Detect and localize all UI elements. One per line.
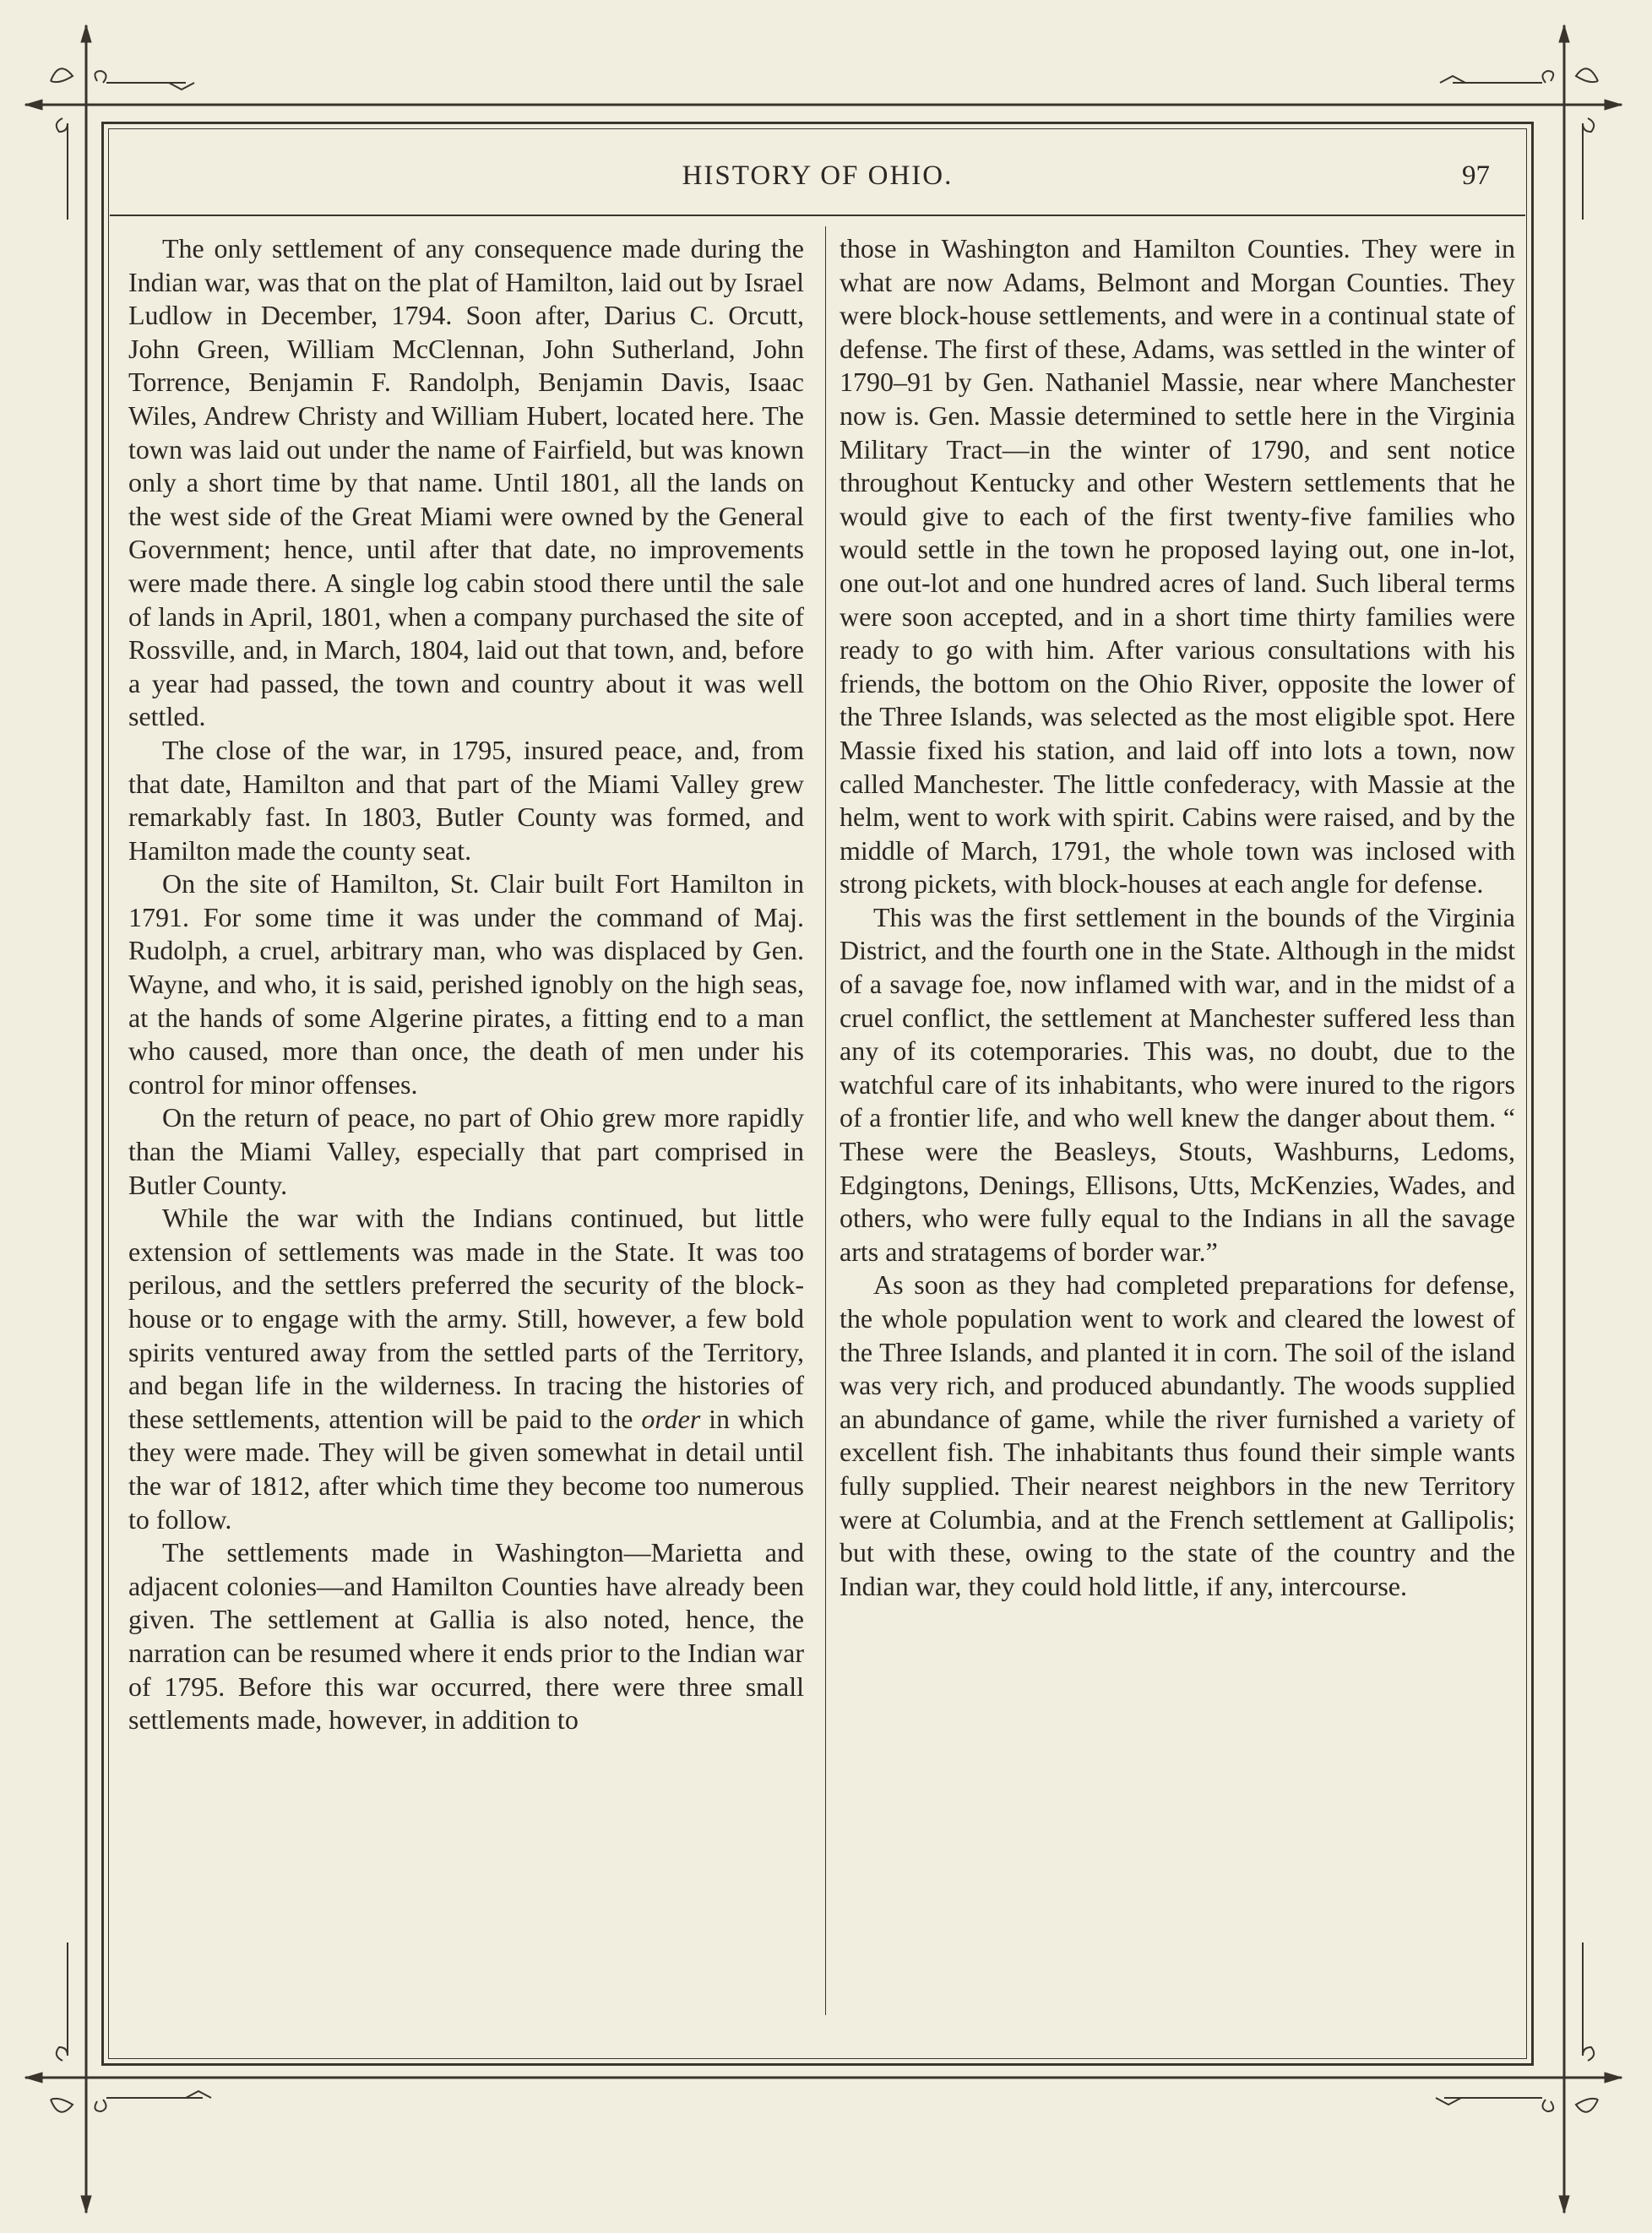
column-divider bbox=[825, 226, 826, 2015]
emphasis-text: order bbox=[641, 1403, 701, 1434]
paragraph: The only settlement of any consequence made during the Indian war, was that on the plat of Hamilton, laid out by Israel Ludlow in December, 1794. Soon after, Darius C. Orcutt, John Green, William McClennan, John Sutherland, John Torrence, Benjamin F. Randolph, Benjamin Davis, Isaac Wiles, Andrew Christy and William Hubert, located here. The town was laid out under the name of Fairfield, but was known only a short time by that name. Until 1801, all the lands on the west side of the Great Miami were owned by the General Government; hence, until after that date, no improvements were made there. A single log cabin stood there until the sale of lands in April, 1801, when a company purchased the site of Rossville, and, in March, 1804, laid out that town, and, before a year had passed, the town and country about it was well settled. bbox=[128, 233, 804, 732]
right-column bbox=[840, 232, 1515, 1603]
paragraph-text: in which they were made. They will be given somewhat in detail until the war of 1812, after which time they become too numerous to follow. bbox=[128, 1403, 805, 1535]
paragraph bbox=[128, 1202, 804, 1536]
paragraph: As soon as they had completed preparations for defense, the whole population went to work and cleared the lowest of the Three Islands, and planted it in corn. The soil of the island was very rich, and produced abundantly. The woods supplied an abundance of game, while the river furnished a variety of excellent fish. The inhabitants thus found their simple wants fully supplied. Their nearest neighbors in the new Territory were at Columbia, and at the French settlement at Gallipolis; but with these, owing to the state of the country and the Indian war, they could hold little, if any, intercourse. bbox=[840, 1269, 1515, 1601]
paragraph: The settlements made in Washington—Marietta and adjacent colonies—and Hamilton Counties have already been given. The settlement at Gallia is also noted, hence, the narration can be resumed where it ends prior to the Indian war of 1795. Before this war occurred, there were three small settlements made, however, in addition to bbox=[128, 1537, 804, 1736]
page-number: 97 bbox=[1462, 160, 1490, 191]
running-head bbox=[110, 160, 1525, 203]
paragraph: The close of the war, in 1795, insured peace, and, from that date, Hamilton and that part of the Miami Valley grew remarkably fast. In 1803, Butler County was formed, and Hamilton made the county seat. bbox=[128, 734, 804, 866]
paragraph: On the site of Hamilton, St. Clair built Fort Hamilton in 1791. For some time it was under the command of Maj. Rudolph, a cruel, arbitrary man, who was displaced by Gen. Wayne, and who, it is said, perished ignobly on the high seas, at the hands of some Algerine pirates, a fitting end to a man who caused, more than once, the death of men under his control for minor offenses. bbox=[128, 868, 804, 1100]
paragraph-text: While the war with the Indians continued, but little extension of settlements was made in the State. It was too perilous, and the settlers preferred the security of the block-house or to engage with the army. Still, however, a few bold spirits ventured away from the settled parts of the Territory, and began life in the wilderness. In tracing the histories of these settlements, attention will be paid to the bbox=[128, 1203, 804, 1434]
header-rule bbox=[110, 215, 1525, 216]
paragraph: This was the first settlement in the bounds of the Virginia District, and the fourth one in the State. Although in the midst of a savage foe, now inflamed with war, and in the midst of a cruel conflict, the settlement at Manchester suffered less than any of its cotemporaries. This was, no doubt, due to the watchful care of its inhabitants, who were inured to the rigors of a frontier life, and who well knew the danger about them. “ These were the Beasleys, Stouts, Washburns, Ledoms, Edgingtons, Denings, Ellisons, Utts, McKenzies, Wades, and others, who were fully equal to the Indians in all the savage arts and stratagems of border war.” bbox=[840, 901, 1515, 1267]
paragraph: On the return of peace, no part of Ohio grew more rapidly than the Miami Valley, especially that part comprised in Butler County. bbox=[128, 1102, 804, 1200]
paragraph: those in Washington and Hamilton Counties. They were in what are now Adams, Belmont and Morgan Counties. They were block-house settlements, and were in a continual state of defense. The first of these, Adams, was settled in the winter of 1790–91 by Gen. Nathaniel Massie, near where Manchester now is. Gen. Massie determined to settle here in the Virginia Military Tract—in the winter of 1790, and sent notice throughout Kentucky and other Western settlements that he would give to each of the first twenty-five families who would settle in the town he proposed laying out, one in-lot, one out-lot and one hundred acres of land. Such liberal terms were soon accepted, and in a short time thirty families were ready to go with him. After various consultations with his friends, the bottom on the Ohio River, opposite the lower of the Three Islands, was selected as the most eligible spot. Here Massie fixed his station, and laid off into lots a town, now called Manchester. The little confederacy, with Massie at the helm, went to work with spirit. Cabins were raised, and by the middle of March, 1791, the whole town was inclosed with strong pickets, with block-houses at each angle for defense. bbox=[840, 233, 1515, 899]
running-title: HISTORY OF OHIO. bbox=[682, 160, 954, 191]
left-column bbox=[128, 232, 804, 1737]
